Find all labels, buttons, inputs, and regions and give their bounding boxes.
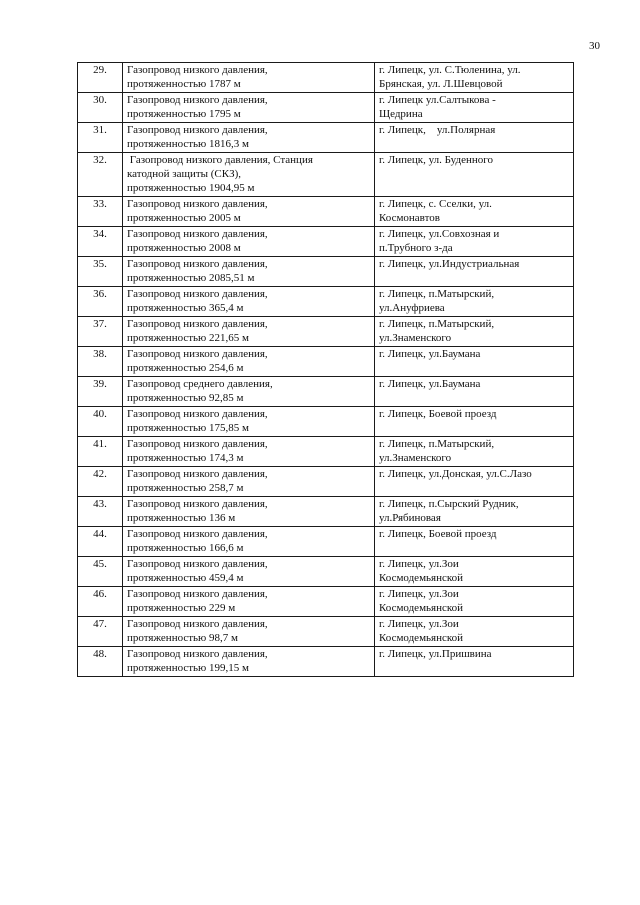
row-number: 45. — [78, 557, 123, 587]
table-row — [78, 123, 574, 153]
row-number: 32. — [78, 153, 123, 197]
address-line: г. Липецк, ул.Пришвина — [379, 648, 492, 660]
address-line: г. Липецк, ул.Зои — [379, 588, 459, 600]
address-line: ул.Рябиновая — [379, 512, 441, 524]
table-row — [78, 647, 574, 677]
object-description — [123, 647, 375, 677]
object-address — [375, 557, 574, 587]
object-description — [123, 63, 375, 93]
address-line: г. Липецк, ул.Совхозная и — [379, 228, 500, 240]
object-address — [375, 287, 574, 317]
object-address — [375, 407, 574, 437]
row-number: 43. — [78, 497, 123, 527]
table-row — [78, 407, 574, 437]
table-row — [78, 527, 574, 557]
object-line: протяженностью 199,15 м — [127, 662, 249, 674]
table-row — [78, 153, 574, 197]
object-line: Газопровод низкого давления, — [127, 438, 268, 450]
object-address — [375, 257, 574, 287]
object-line: протяженностью 92,85 м — [127, 392, 244, 404]
address-line: ул.Знаменского — [379, 452, 452, 464]
object-address — [375, 63, 574, 93]
object-line: Газопровод низкого давления, — [127, 498, 268, 510]
address-line: п.Трубного з-да — [379, 242, 453, 254]
object-line: Газопровод низкого давления, — [127, 228, 268, 240]
object-line: Газопровод низкого давления, — [127, 124, 268, 136]
row-number: 48. — [78, 647, 123, 677]
table-body — [78, 63, 574, 677]
object-address — [375, 347, 574, 377]
table-row — [78, 287, 574, 317]
table-row — [78, 197, 574, 227]
object-address — [375, 197, 574, 227]
address-line: Космонавтов — [379, 212, 440, 224]
address-line: г. Липецк, ул.Зои — [379, 558, 459, 570]
address-line: г. Липецк, п.Сырский Рудник, — [379, 498, 519, 510]
object-address — [375, 647, 574, 677]
gas-pipeline-table — [77, 62, 574, 677]
row-number: 38. — [78, 347, 123, 377]
object-description — [123, 467, 375, 497]
object-line: Газопровод низкого давления, — [127, 318, 268, 330]
object-line: Газопровод среднего давления, — [127, 378, 273, 390]
object-address — [375, 467, 574, 497]
object-line: Газопровод низкого давления, — [127, 288, 268, 300]
object-line: протяженностью 166,6 м — [127, 542, 244, 554]
object-description — [123, 617, 375, 647]
object-address — [375, 93, 574, 123]
object-line: протяженностью 1816,3 м — [127, 138, 249, 150]
table-row — [78, 93, 574, 123]
row-number: 40. — [78, 407, 123, 437]
object-description — [123, 437, 375, 467]
table-row — [78, 617, 574, 647]
table-row — [78, 467, 574, 497]
table-row — [78, 437, 574, 467]
row-number: 42. — [78, 467, 123, 497]
address-line: г. Липецк, ул.Баумана — [379, 378, 481, 390]
object-line: протяженностью 258,7 м — [127, 482, 244, 494]
table-row — [78, 497, 574, 527]
object-address — [375, 317, 574, 347]
object-line: протяженностью 175,85 м — [127, 422, 249, 434]
row-number: 33. — [78, 197, 123, 227]
object-description — [123, 93, 375, 123]
address-line: г. Липецк, ул.Баумана — [379, 348, 481, 360]
object-description — [123, 347, 375, 377]
object-description — [123, 257, 375, 287]
row-number: 44. — [78, 527, 123, 557]
object-line: Газопровод низкого давления, — [127, 648, 268, 660]
object-line: Газопровод низкого давления, — [127, 408, 268, 420]
address-line: Щедрина — [379, 108, 423, 120]
object-description — [123, 377, 375, 407]
object-line: Газопровод низкого давления, — [127, 528, 268, 540]
row-number: 36. — [78, 287, 123, 317]
object-line: протяженностью 2085,51 м — [127, 272, 255, 284]
address-line: г. Липецк, ул.Полярная — [379, 124, 496, 136]
object-description — [123, 123, 375, 153]
object-line: Газопровод низкого давления, — [127, 618, 268, 630]
address-line: г. Липецк, ул. Буденного — [379, 154, 493, 166]
object-line: Газопровод низкого давления, — [127, 348, 268, 360]
table-row — [78, 557, 574, 587]
object-line: Газопровод низкого давления, — [127, 468, 268, 480]
address-line: г. Липецк, ул.Донская, ул.С.Лазо — [379, 468, 532, 480]
object-line: протяженностью 1904,95 м — [127, 182, 255, 194]
address-line: г. Липецк, Боевой проезд — [379, 528, 497, 540]
object-line: Газопровод низкого давления, Станция — [127, 154, 313, 166]
object-description — [123, 527, 375, 557]
address-line: Космодемьянской — [379, 632, 464, 644]
address-line: г. Липецк, ул.Зои — [379, 618, 459, 630]
object-line: Газопровод низкого давления, — [127, 198, 268, 210]
object-description — [123, 587, 375, 617]
row-number: 35. — [78, 257, 123, 287]
object-line: Газопровод низкого давления, — [127, 64, 268, 76]
object-address — [375, 587, 574, 617]
object-line: протяженностью 136 м — [127, 512, 236, 524]
object-line: протяженностью 98,7 м — [127, 632, 238, 644]
table-row — [78, 587, 574, 617]
object-address — [375, 497, 574, 527]
address-line: Космодемьянской — [379, 572, 464, 584]
object-line: протяженностью 1795 м — [127, 108, 241, 120]
table-row — [78, 317, 574, 347]
object-address — [375, 153, 574, 197]
address-line: г. Липецк, ул. С.Тюленина, ул. — [379, 64, 521, 76]
address-line: г. Липецк, п.Матырский, — [379, 288, 495, 300]
table-row — [78, 347, 574, 377]
object-address — [375, 123, 574, 153]
object-address — [375, 617, 574, 647]
object-line: протяженностью 365,4 м — [127, 302, 244, 314]
object-description — [123, 153, 375, 197]
table-row — [78, 227, 574, 257]
address-line: ул.Знаменского — [379, 332, 452, 344]
object-line: протяженностью 1787 м — [127, 78, 241, 90]
row-number: 47. — [78, 617, 123, 647]
table-row — [78, 257, 574, 287]
object-description — [123, 407, 375, 437]
object-address — [375, 377, 574, 407]
address-line: г. Липецк, п.Матырский, — [379, 318, 495, 330]
object-line: протяженностью 459,4 м — [127, 572, 244, 584]
address-line: г. Липецк, п.Матырский, — [379, 438, 495, 450]
table-row — [78, 63, 574, 93]
object-address — [375, 437, 574, 467]
object-line: катодной защиты (СКЗ), — [127, 168, 242, 180]
address-line: ул.Ануфриева — [379, 302, 445, 314]
row-number: 37. — [78, 317, 123, 347]
object-line: протяженностью 2005 м — [127, 212, 241, 224]
address-line: г. Липецк, с. Сселки, ул. — [379, 198, 492, 210]
page-number: 30 — [589, 40, 600, 52]
address-line: Космодемьянской — [379, 602, 464, 614]
address-line: г. Липецк, ул.Индустриальная — [379, 258, 520, 270]
object-description — [123, 227, 375, 257]
object-description — [123, 197, 375, 227]
object-line: протяженностью 221,65 м — [127, 332, 249, 344]
object-description — [123, 287, 375, 317]
object-line: Газопровод низкого давления, — [127, 94, 268, 106]
row-number: 46. — [78, 587, 123, 617]
row-number: 39. — [78, 377, 123, 407]
address-line: Брянская, ул. Л.Шевцовой — [379, 78, 503, 90]
object-line: протяженностью 174,3 м — [127, 452, 244, 464]
row-number: 31. — [78, 123, 123, 153]
row-number: 29. — [78, 63, 123, 93]
object-address — [375, 227, 574, 257]
object-line: Газопровод низкого давления, — [127, 558, 268, 570]
object-line: Газопровод низкого давления, — [127, 588, 268, 600]
object-line: Газопровод низкого давления, — [127, 258, 268, 270]
object-description — [123, 557, 375, 587]
table-row — [78, 377, 574, 407]
object-line: протяженностью 229 м — [127, 602, 236, 614]
object-line: протяженностью 2008 м — [127, 242, 241, 254]
object-line: протяженностью 254,6 м — [127, 362, 244, 374]
row-number: 30. — [78, 93, 123, 123]
row-number: 34. — [78, 227, 123, 257]
address-line: г. Липецк, Боевой проезд — [379, 408, 497, 420]
object-description — [123, 497, 375, 527]
address-line: г. Липецк ул.Салтыкова - — [379, 94, 496, 106]
object-description — [123, 317, 375, 347]
row-number: 41. — [78, 437, 123, 467]
object-address — [375, 527, 574, 557]
